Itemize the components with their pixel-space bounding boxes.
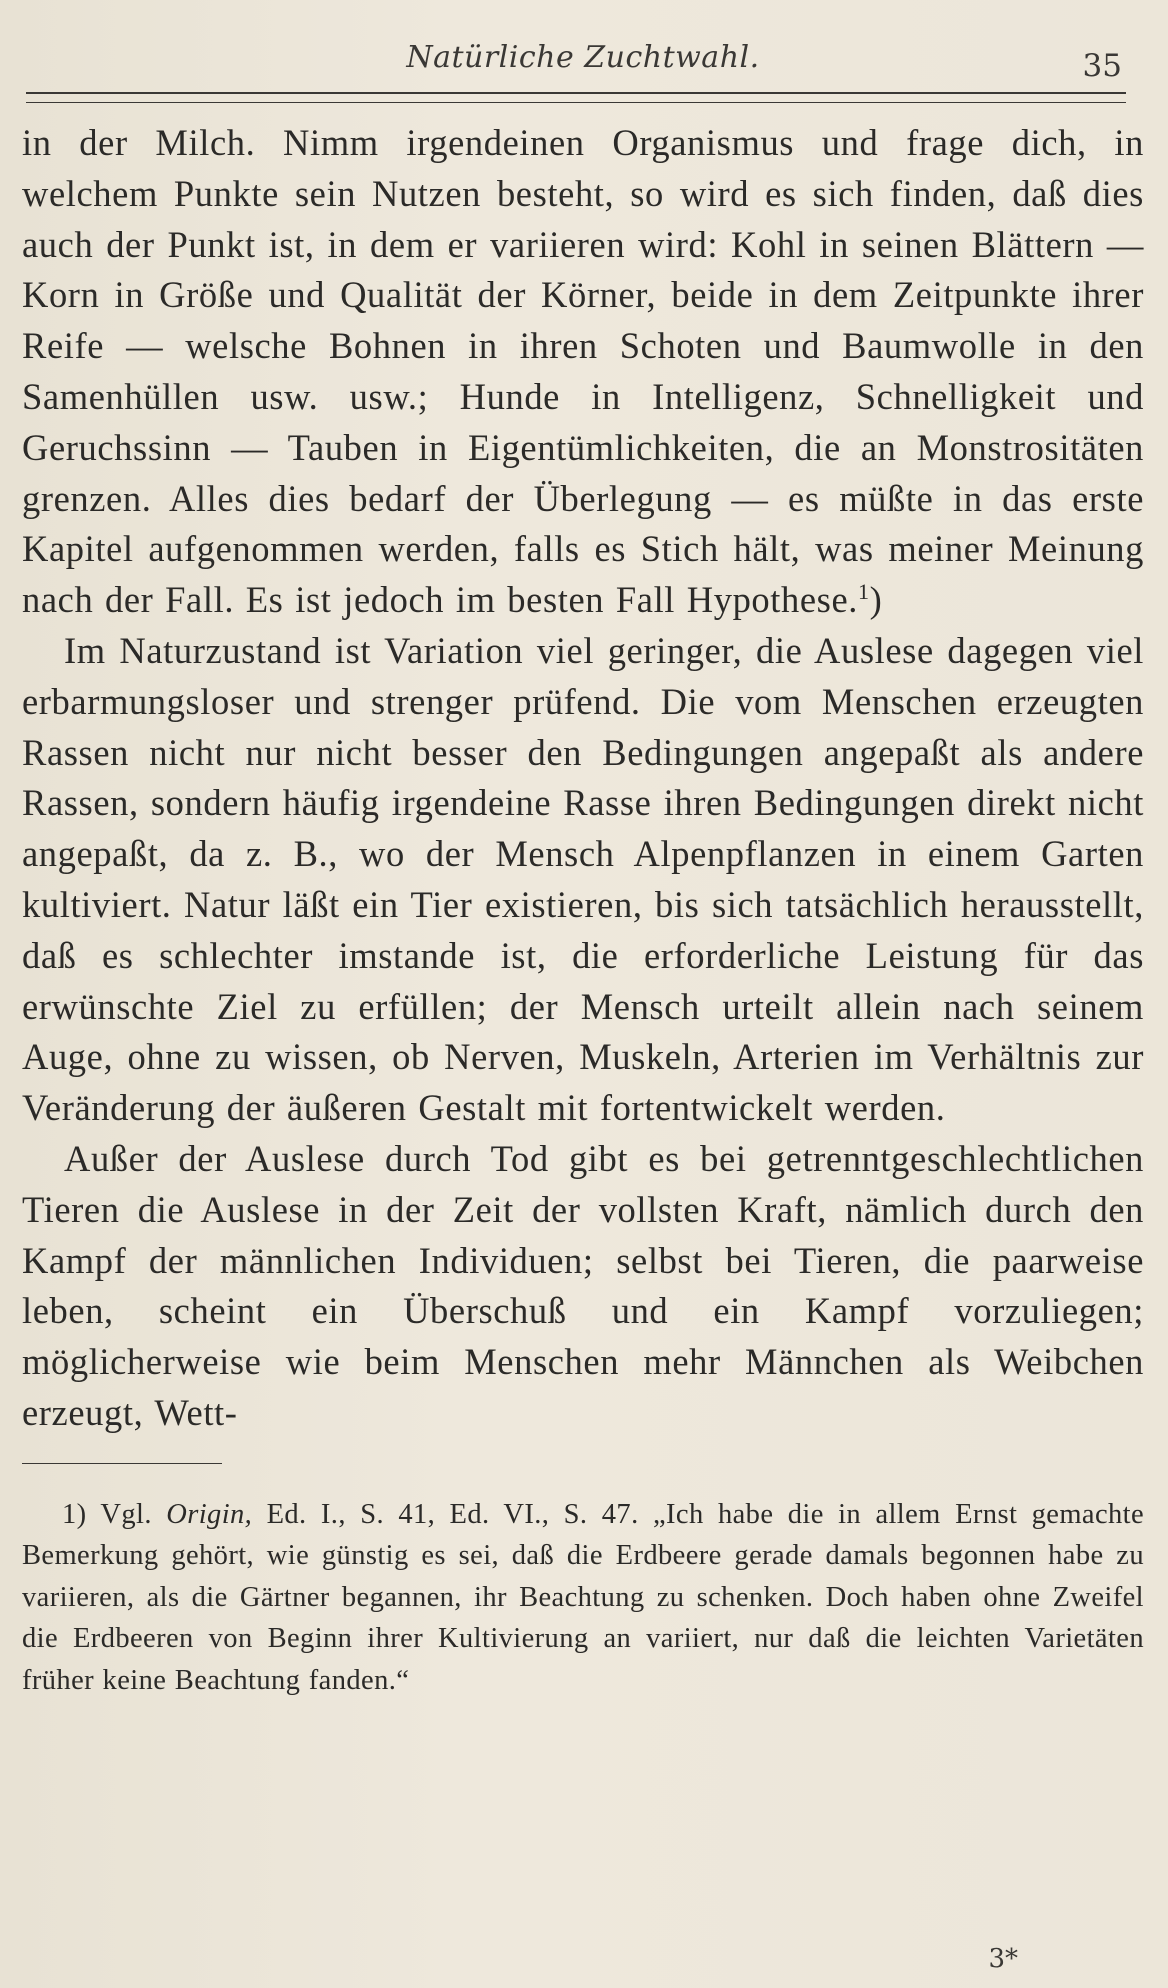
footnote-source: Origin, <box>166 1498 253 1530</box>
paragraph-1-text: in der Milch. Nimm irgendeinen Organismus und frage dich, in welchem Punkte sein Nutzen besteht, so wird es sich finden, daß dies auch der Punkt ist, in dem er variieren wird: Kohl in seinen Blättern — Korn in Größe und Qualität der Körner, beide in dem Zeitpunkte ihrer Reife — welsche Bohnen in ihren Schoten und Baumwolle in den Samenhüllen usw. usw.; Hunde in Intelligenz, Schnelligkeit und Geruchssinn — Tauben in Eigentümlichkeiten, die an Monstrositäten grenzen. Alles dies bedarf der Überlegung — es müßte in das erste Kapitel aufgenommen werden, falls es Stich hält, was meiner Meinung nach der Fall. Es ist jedoch im besten Fall Hypothese. <box>22 122 1144 621</box>
signature-mark: 3* <box>988 1944 1018 1974</box>
running-title: Natürliche Zuchtwahl. <box>406 40 760 75</box>
footnote <box>22 1494 1144 1702</box>
page-number: 35 <box>1082 48 1122 84</box>
paragraph-2: Im Naturzustand ist Variation viel geringer, die Auslese dagegen viel erbarmungsloser und strenger prüfend. Die vom Menschen erzeugten Rassen nicht nur nicht besser den Bedingungen angepaßt als andere Rassen, sondern häufig irgendeine Rasse ihren Bedingungen direkt nicht angepaßt, da z. B., wo der Mensch Alpenpflanzen in einem Garten kultiviert. Natur läßt ein Tier existieren, bis sich tatsächlich herausstellt, daß es schlechter imstande ist, die erforderliche Leistung für das erwünschte Ziel zu erfüllen; der Mensch urteilt allein nach seinem Auge, ohne zu wissen, ob Nerven, Muskeln, Arterien im Verhältnis zur Veränderung der äußeren Gestalt mit fortentwickelt werden. <box>22 629 1144 1129</box>
footnote-marker: 1) Vgl. <box>62 1498 152 1530</box>
paragraph-1 <box>22 118 1144 626</box>
footnote-reference-close: ) <box>869 579 883 621</box>
header-rule <box>26 92 1126 103</box>
main-text <box>22 118 1144 1439</box>
footnote-text: Ed. I., S. 41, Ed. VI., S. 47. „Ich habe die in allem Ernst gemachte Bemerkung gehört, wie günstig es sei, daß die Erdbeere gerade damals begonnen habe zu variieren, als die Gärtner begannen, ihr Beachtung zu schenken. Doch haben ohne Zweifel die Erdbeeren von Beginn ihrer Kultivierung an variiert, nur daß die leichten Varietäten früher keine Beachtung fanden.“ <box>22 1498 1145 1696</box>
footnote-reference: 1 <box>858 579 870 605</box>
page-header <box>22 0 1144 94</box>
footnote-1 <box>22 1494 1144 1702</box>
paragraph-3: Außer der Auslese durch Tod gibt es bei getrenntgeschlechtlichen Tieren die Auslese in der Zeit der vollsten Kraft, nämlich durch den Kampf der männlichen Individuen; selbst bei Tieren, die paarweise leben, scheint ein Überschuß und ein Kampf vorzuliegen; möglicherweise wie beim Menschen mehr Männchen als Weibchen erzeugt, Wett- <box>22 1137 1144 1433</box>
footnote-rule <box>22 1463 222 1464</box>
